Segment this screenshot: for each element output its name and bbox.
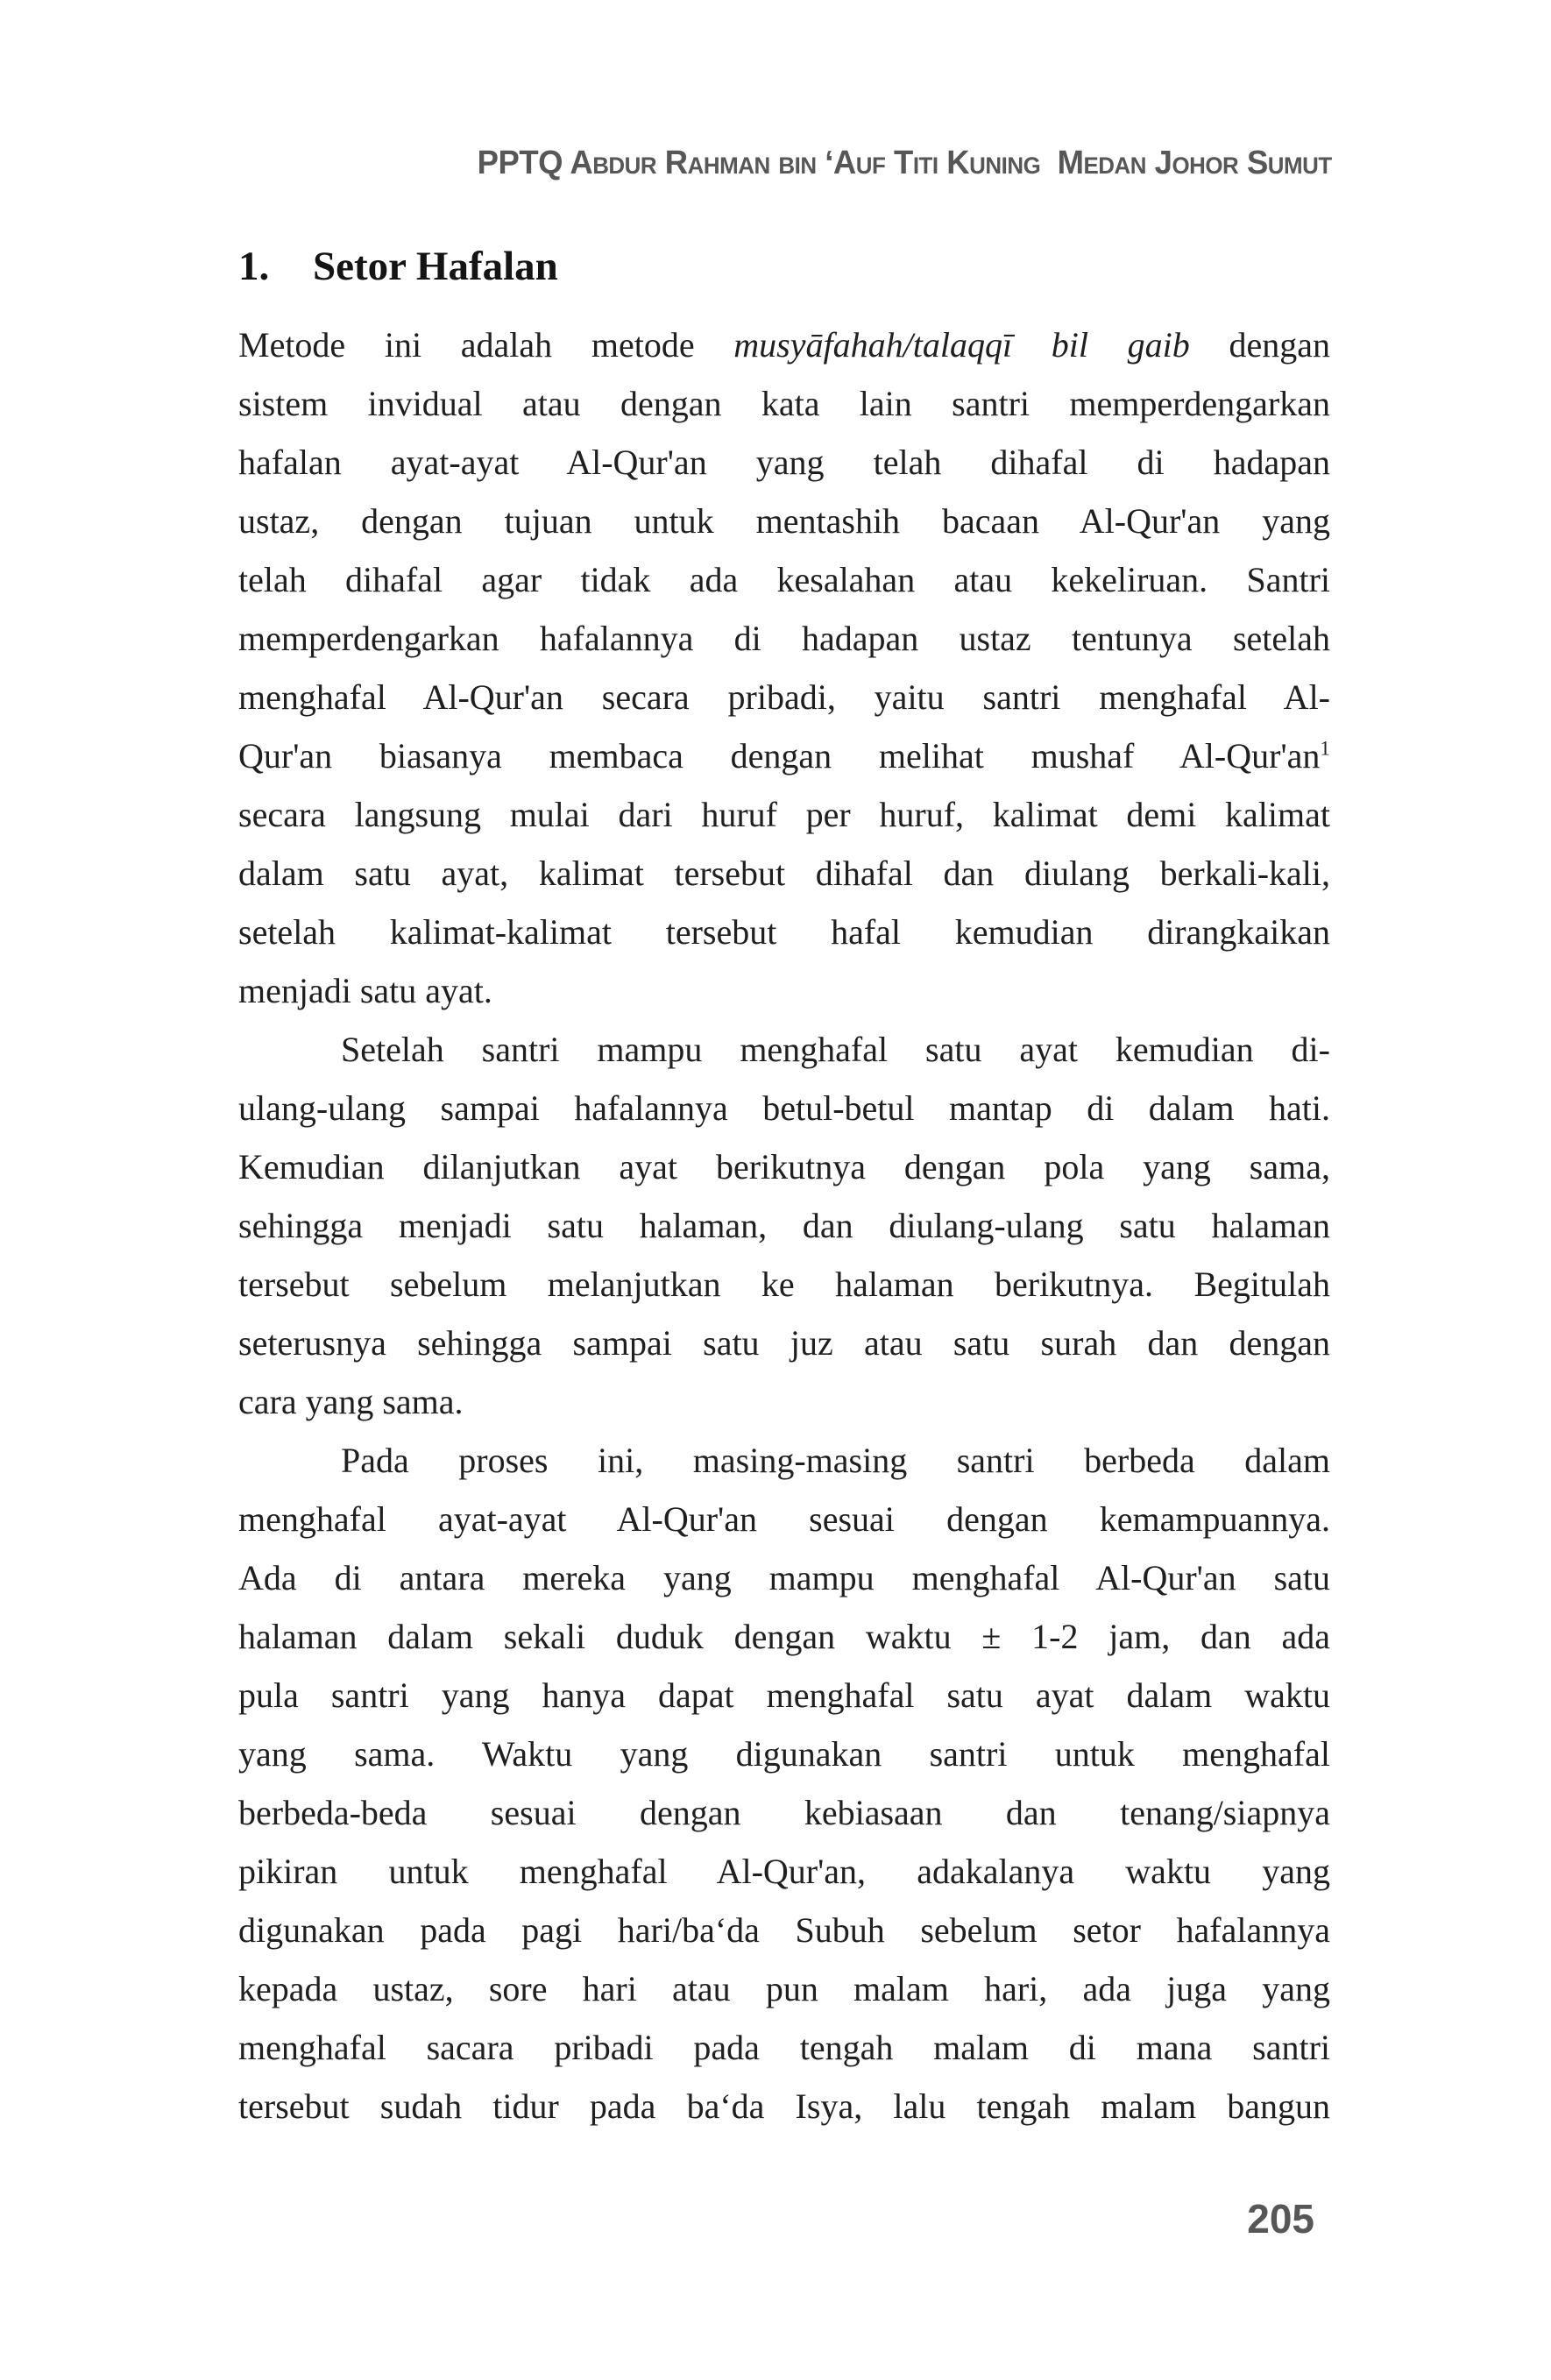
- section-number: 1.: [238, 244, 270, 289]
- text-run: tersebut sudah tidur pada ba‘da Isya, lalu tengah malam bangun: [238, 2086, 1330, 2126]
- page-body: [238, 315, 1330, 2136]
- text-line: [238, 726, 1330, 785]
- text-run: Pada proses ini, masing-masing santri berbeda dalam: [341, 1441, 1330, 1480]
- text-run: memperdengarkan hafalannya di hadapan ustaz tentunya setelah: [238, 619, 1330, 658]
- section-title: Setor Hafalan: [313, 244, 558, 289]
- text-line: [238, 961, 1330, 1020]
- text-line: [238, 1255, 1330, 1314]
- text-line: [238, 1490, 1330, 1548]
- text-run: hafalan ayat-ayat Al-Qur'an yang telah dihafal di hadapan: [238, 443, 1330, 482]
- page-content: [238, 242, 1330, 2136]
- text-run: kepada ustaz, sore hari atau pun malam hari, ada juga yang: [238, 1969, 1330, 2008]
- text-run: ustaz, dengan tujuan untuk mentashih bacaan Al-Qur'an yang: [238, 501, 1330, 541]
- text-run: digunakan pada pagi hari/ba‘da Subuh sebelum setor hafalannya: [238, 1910, 1330, 1950]
- text-run: cara yang sama.: [238, 1382, 464, 1421]
- text-line: [238, 1020, 1330, 1079]
- text-run: yang sama. Waktu yang digunakan santri untuk menghafal: [238, 1734, 1330, 1774]
- paragraph: [238, 1020, 1330, 1431]
- text-run: halaman dalam sekali duduk dengan waktu ± 1-2 jam, dan ada: [238, 1617, 1330, 1656]
- running-header: PPTQ Abdur Rahman bin ‘Auf Titi Kuning Medan Johor Sumut: [477, 145, 1332, 181]
- text-line: [238, 433, 1330, 492]
- text-line: [238, 2018, 1330, 2077]
- text-line: [238, 1842, 1330, 1901]
- text-line: [238, 1137, 1330, 1196]
- text-line: [238, 1314, 1330, 1372]
- text-run: dalam satu ayat, kalimat tersebut dihafal dan diulang berkali-kali,: [238, 854, 1330, 893]
- text-line: [238, 1079, 1330, 1137]
- page-number: 205: [1247, 2196, 1314, 2242]
- text-run: menghafal ayat-ayat Al-Qur'an sesuai dengan kemampuannya.: [238, 1499, 1330, 1539]
- text-line: [238, 1725, 1330, 1783]
- text-run: Ada di antara mereka yang mampu menghafal Al-Qur'an satu: [238, 1558, 1330, 1597]
- text-run: Kemudian dilanjutkan ayat berikutnya dengan pola yang sama,: [238, 1147, 1330, 1186]
- text-run: secara langsung mulai dari huruf per huruf, kalimat demi kalimat: [238, 795, 1330, 834]
- section-heading: [238, 242, 1330, 292]
- text-run: sehingga menjadi satu halaman, dan diulang-ulang satu halaman: [238, 1206, 1330, 1245]
- text-line: [238, 668, 1330, 726]
- text-run: tersebut sebelum melanjutkan ke halaman berikutnya. Begitulah: [238, 1264, 1330, 1304]
- text-line: [238, 2077, 1330, 2136]
- text-line: [238, 1548, 1330, 1607]
- text-run: pikiran untuk menghafal Al-Qur'an, adakalanya waktu yang: [238, 1852, 1330, 1891]
- text-line: [238, 550, 1330, 609]
- text-run: menghafal Al-Qur'an secara pribadi, yaitu santri menghafal Al-: [238, 677, 1330, 717]
- paragraph: [238, 1431, 1330, 2136]
- text-run: seterusnya sehingga sampai satu juz atau satu surah dan dengan: [238, 1323, 1330, 1363]
- text-line: [238, 1959, 1330, 2018]
- text-run: menjadi satu ayat.: [238, 971, 492, 1010]
- text-run: menghafal sacara pribadi pada tengah malam di mana santri: [238, 2028, 1330, 2067]
- text-run: dengan: [1189, 325, 1330, 365]
- text-run: telah dihafal agar tidak ada kesalahan atau kekeliruan. Santri: [238, 560, 1330, 599]
- text-line: [238, 1372, 1330, 1431]
- text-line: [238, 492, 1330, 550]
- footnote-marker: 1: [1320, 737, 1330, 761]
- text-line: [238, 844, 1330, 903]
- text-run: berbeda-beda sesuai dengan kebiasaan dan tenang/siapnya: [238, 1793, 1330, 1832]
- text-line: [238, 1431, 1330, 1490]
- text-run: pula santri yang hanya dapat menghafal satu ayat dalam waktu: [238, 1675, 1330, 1715]
- text-line: [238, 1783, 1330, 1842]
- text-line: [238, 609, 1330, 668]
- text-run: ulang-ulang sampai hafalannya betul-betul mantap di dalam hati.: [238, 1088, 1330, 1128]
- text-line: [238, 785, 1330, 844]
- text-line: [238, 374, 1330, 433]
- text-line: [238, 1901, 1330, 1959]
- text-line: [238, 903, 1330, 961]
- text-run: sistem invidual atau dengan kata lain santri memperdengarkan: [238, 384, 1330, 423]
- italic-term: musyāfahah/talaqqī bil gaib: [733, 325, 1190, 365]
- text-run: setelah kalimat-kalimat tersebut hafal kemudian dirangkaikan: [238, 912, 1330, 952]
- text-line: [238, 1666, 1330, 1725]
- paragraph: [238, 315, 1330, 1020]
- text-run: Setelah santri mampu menghafal satu ayat kemudian di-: [341, 1030, 1330, 1069]
- text-run: Metode ini adalah metode: [238, 325, 734, 365]
- text-line: [238, 1196, 1330, 1255]
- text-run: Qur'an biasanya membaca dengan melihat mushaf Al-Qur'an: [238, 736, 1321, 776]
- text-line: [238, 1607, 1330, 1666]
- text-line: [238, 315, 1330, 374]
